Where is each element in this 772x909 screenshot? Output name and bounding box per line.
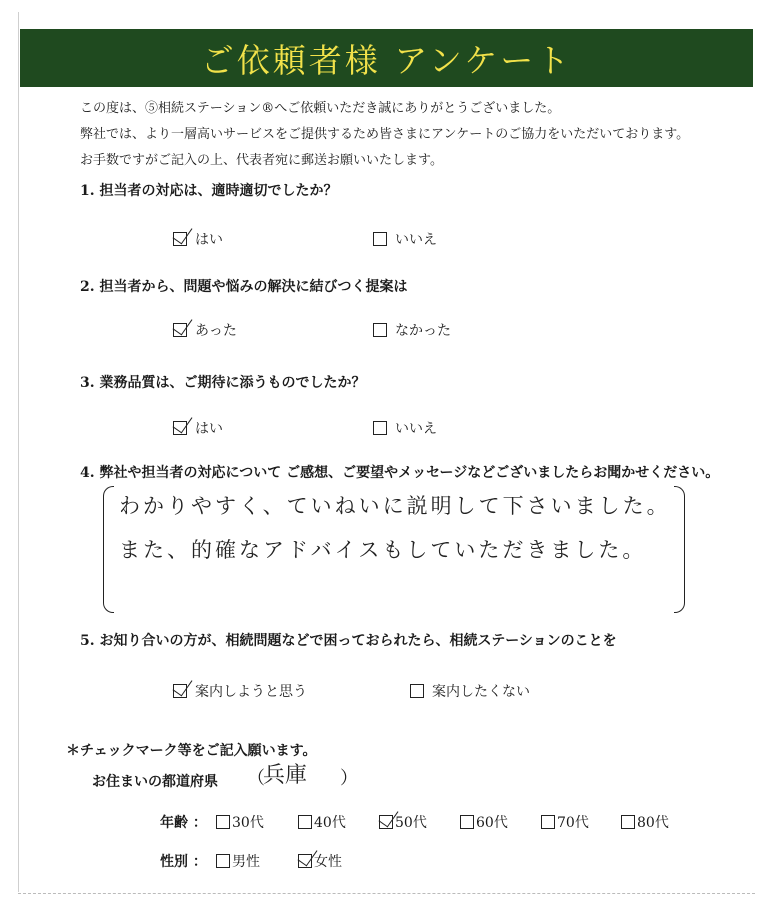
question-3-label: 3. 業務品質は、ご期待に添うものでしたか？ — [80, 375, 366, 391]
bracket-right — [674, 486, 685, 613]
checkbox[interactable] — [216, 815, 230, 829]
option-label: 50代 — [395, 815, 427, 831]
option-label: 案内しようと思う — [195, 684, 307, 700]
checkbox[interactable] — [173, 684, 187, 698]
page-title: ご依頼者様 アンケート — [200, 40, 573, 80]
title-banner — [20, 29, 753, 87]
checkbox[interactable] — [298, 854, 312, 868]
age-option-60s[interactable] — [460, 812, 508, 832]
comment-line-2: また、的確なアドバイスもしていただきました。 — [119, 538, 647, 562]
q2-option-no[interactable] — [373, 320, 451, 340]
comment-field[interactable] — [103, 486, 685, 611]
checkbox[interactable] — [541, 815, 555, 829]
checkbox[interactable] — [373, 323, 387, 337]
option-label: はい — [195, 232, 223, 248]
option-label: 40代 — [314, 815, 346, 831]
checkbox[interactable] — [298, 815, 312, 829]
intro-line: この度は、⑤相続ステーション®へご依頼いただき誠にありがとうございました。 — [80, 101, 561, 116]
option-label: 女性 — [314, 854, 342, 870]
option-label: はい — [195, 421, 223, 437]
age-option-50s[interactable] — [379, 812, 427, 832]
bracket-left — [103, 486, 114, 613]
gender-option-male[interactable] — [216, 851, 260, 871]
checkbox[interactable] — [373, 232, 387, 246]
question-2-label: 2. 担当者から、問題や悩みの解決に結びつく提案は — [80, 279, 408, 295]
option-label: いいえ — [395, 232, 437, 248]
q1-option-no[interactable] — [373, 229, 437, 249]
age-option-40s[interactable] — [298, 812, 346, 832]
age-label: 年齢 ： — [160, 815, 207, 831]
checkbox[interactable] — [410, 684, 424, 698]
option-label: 30代 — [232, 815, 264, 831]
q1-option-yes[interactable] — [173, 229, 223, 249]
option-label: 60代 — [476, 815, 508, 831]
checkbox[interactable] — [379, 815, 393, 829]
gender-option-female[interactable] — [298, 851, 342, 871]
q3-option-yes[interactable] — [173, 418, 223, 438]
age-option-80s[interactable] — [621, 812, 669, 832]
checkbox[interactable] — [173, 421, 187, 435]
q2-option-yes[interactable] — [173, 320, 237, 340]
option-label: なかった — [395, 323, 451, 339]
checkbox[interactable] — [460, 815, 474, 829]
intro-line: 弊社では、より一層高いサービスをご提供するため皆さまにアンケートのご協力をいただいております。 — [80, 127, 690, 142]
comment-line-1: わかりやすく、ていねいに説明して下さいました。 — [119, 494, 671, 518]
intro-line: お手数ですがご記入の上、代表者宛に郵送お願いいたします。 — [80, 153, 443, 168]
bottom-edge — [18, 893, 755, 894]
gender-label: 性別 ： — [160, 854, 207, 870]
checkbox[interactable] — [173, 323, 187, 337]
option-label: 70代 — [557, 815, 589, 831]
option-label: 男性 — [232, 854, 260, 870]
option-label: 案内したくない — [432, 684, 530, 700]
age-option-30s[interactable] — [216, 812, 264, 832]
option-label: いいえ — [395, 421, 437, 437]
prefecture-value[interactable]: 兵庫 — [263, 763, 308, 788]
checkbox[interactable] — [373, 421, 387, 435]
checkbox[interactable] — [621, 815, 635, 829]
note-text: ＊チェックマーク等をご記入願います。 — [66, 743, 317, 759]
option-label: あった — [195, 323, 237, 339]
q5-option-recommend[interactable] — [173, 681, 307, 701]
age-option-70s[interactable] — [541, 812, 589, 832]
prefecture-label: お住まいの都道府県 — [92, 774, 218, 790]
question-4-label: 4. 弊社や担当者の対応について ご感想、ご要望やメッセージなどございましたらお聞かせください。 — [80, 465, 720, 481]
option-label: 80代 — [637, 815, 669, 831]
paren-close: ） — [340, 768, 358, 789]
question-1-label: 1. 担当者の対応は、適時適切でしたか？ — [80, 183, 338, 199]
checkbox[interactable] — [216, 854, 230, 868]
q5-option-not-recommend[interactable] — [410, 681, 530, 701]
question-5-label: 5. お知り合いの方が、相続問題などで困っておられたら、相続ステーションのことを — [80, 633, 617, 649]
q3-option-no[interactable] — [373, 418, 437, 438]
paren-open: （ — [247, 768, 265, 789]
checkbox[interactable] — [173, 232, 187, 246]
intro-text — [80, 96, 689, 174]
